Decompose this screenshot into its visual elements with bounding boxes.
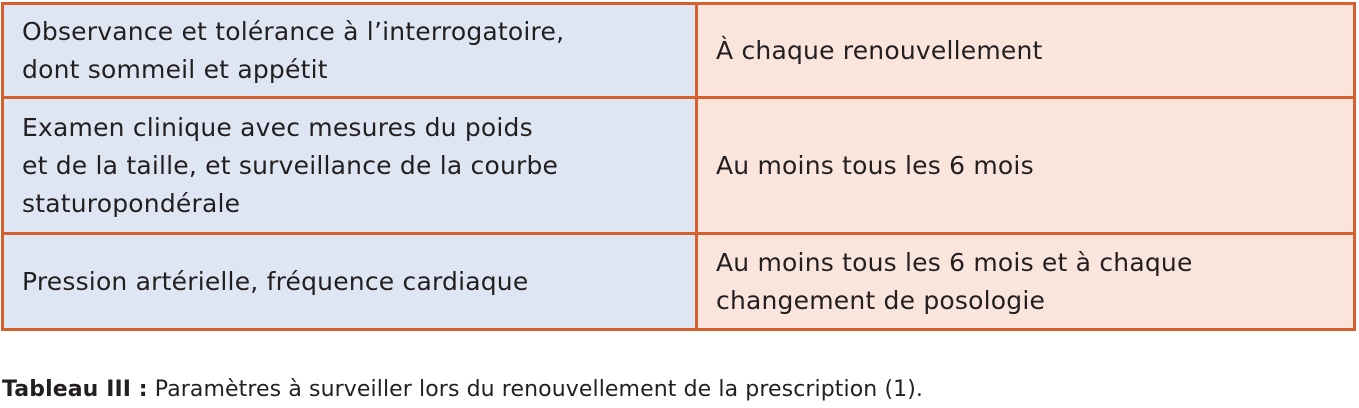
monitoring-parameters-table — [1, 2, 1356, 331]
parameter-text: Observance et tolérance à l’interrogatoire, dont sommeil et appétit — [22, 16, 565, 84]
frequency-cell — [697, 4, 1355, 98]
frequency-text: À chaque renouvellement — [716, 35, 1043, 65]
parameter-text: Examen clinique avec mesures du poids et de la taille, et surveillance de la courbe staturopondérale — [22, 112, 559, 218]
frequency-text: Au moins tous les 6 mois — [716, 150, 1034, 180]
table-row — [3, 234, 1355, 330]
frequency-cell — [697, 234, 1355, 330]
frequency-cell — [697, 98, 1355, 234]
parameter-cell — [3, 4, 697, 98]
caption-text: Paramètres à surveiller lors du renouvellement de la prescription (1). — [147, 377, 924, 402]
table-caption — [2, 376, 923, 404]
caption-label: Tableau III : — [2, 377, 148, 402]
parameter-text: Pression artérielle, fréquence cardiaque — [22, 266, 529, 296]
table-row — [3, 98, 1355, 234]
parameter-cell — [3, 98, 697, 234]
parameter-cell — [3, 234, 697, 330]
frequency-text: Au moins tous les 6 mois et à chaque changement de posologie — [716, 247, 1193, 315]
table-row — [3, 4, 1355, 98]
